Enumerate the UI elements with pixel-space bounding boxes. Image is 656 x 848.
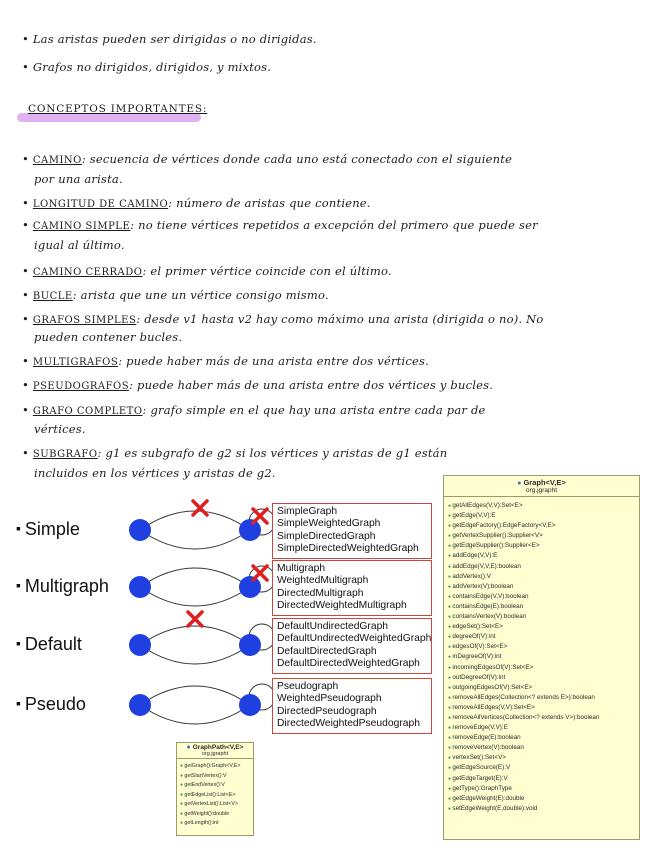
concept-term: CAMINO CERRADO <box>32 267 143 278</box>
uml-method: ● getEdgeFactory():EdgeFactory<V,E> <box>444 521 639 531</box>
vertex <box>239 519 261 541</box>
note-line-2: • Grafos no dirigidos, dirigidos, y mixtos. <box>22 60 271 75</box>
edge <box>140 645 250 664</box>
uml-method: ● addVertex(V):boolean <box>444 582 639 592</box>
vertex <box>239 576 261 598</box>
uml-method: ● removeEdge(V,V):E <box>444 723 639 733</box>
graph-type-label: ▪ Pseudo <box>16 694 86 715</box>
uml-method: ● getEndVertex():V <box>177 781 253 791</box>
class-list-box <box>272 560 432 616</box>
uml-method: ● removeEdge(E):boolean <box>444 733 639 743</box>
class-name: Multigraph <box>277 563 326 574</box>
note-line-1: • Las aristas pueden ser dirigidas o no dirigidas. <box>22 32 317 47</box>
concept-term: GRAFO COMPLETO <box>32 406 143 417</box>
class-name: DirectedWeightedPseudograph <box>277 718 420 730</box>
concept-term: GRAFOS SIMPLES <box>32 315 137 326</box>
uml-method: ● containsEdge(E):boolean <box>444 602 639 612</box>
concept-definition: : secuencia de vértices donde cada uno está conectado con el siguiente <box>81 152 513 166</box>
class-name: WeightedMultigraph <box>277 575 369 587</box>
uml-graph-title: ● Graph<V,E> <box>444 478 639 487</box>
uml-method: ● getVertexSupplier():Supplier<V> <box>444 531 639 541</box>
class-name: WeightedPseudograph <box>277 693 382 705</box>
uml-method: ● getEdgeTarget(E):V <box>444 774 639 784</box>
vertex <box>129 694 151 716</box>
class-name: DefaultUndirectedGraph <box>277 621 389 632</box>
cross-mark <box>188 612 202 626</box>
uml-method: ● addEdge(V,V,E):boolean <box>444 562 639 572</box>
uml-method: ● getEdgeWeight(E):double <box>444 794 639 804</box>
class-name: DirectedMultigraph <box>277 587 364 599</box>
graph-type-label: ▪ Simple <box>16 519 80 540</box>
uml-method: ● addEdge(V,V):E <box>444 551 639 561</box>
concept-continuation: incluidos en los vértices y aristas de g2. <box>34 466 276 480</box>
class-name: DirectedWeightedMultigraph <box>277 600 407 612</box>
class-list-box <box>272 678 432 734</box>
concept-item <box>22 218 538 234</box>
concept-item <box>22 354 429 370</box>
concept-definition: : no tiene vértices repetidos a excepción del primero que puede ser <box>130 218 538 232</box>
cross-mark <box>253 566 267 580</box>
concept-continuation: igual al último. <box>34 238 125 252</box>
concept-term: MULTIGRAFOS <box>32 357 119 368</box>
concept-term: PSEUDOGRAFOS <box>32 381 130 392</box>
concept-definition: : puede haber más de una arista entre dos vértices. <box>118 354 429 368</box>
concept-item <box>22 378 493 394</box>
uml-method: ● outDegreeOf(V):int <box>444 673 639 683</box>
concept-definition: : número de aristas que contiene. <box>168 196 371 210</box>
class-name: DefaultDirectedWeightedGraph <box>277 658 420 670</box>
edge <box>140 705 250 724</box>
uml-path-package: org.jgrapht <box>201 751 229 757</box>
class-name: DirectedPseudograph <box>277 705 377 717</box>
concept-term: CAMINO <box>32 155 82 166</box>
vertex <box>129 519 151 541</box>
uml-method: ● addVertex():V <box>444 572 639 582</box>
edge <box>140 568 250 587</box>
concept-item <box>22 152 512 168</box>
concept-item <box>22 403 486 419</box>
uml-method: ● degreeOf(V):int <box>444 632 639 642</box>
uml-method: ● getStartVertex():V <box>177 772 253 782</box>
concept-term: LONGITUD DE CAMINO <box>32 199 169 210</box>
uml-method: ● setEdgeWeight(E,double):void <box>444 804 639 814</box>
heading-conceptos: CONCEPTOS IMPORTANTES: <box>28 103 208 115</box>
vertex <box>129 634 151 656</box>
concept-definition: : g1 es subgrafo de g2 si los vértices y aristas de g1 están <box>97 446 448 460</box>
edge <box>140 686 250 705</box>
uml-method: ● removeVertex(V):boolean <box>444 743 639 753</box>
concept-item <box>22 446 447 462</box>
edge <box>140 626 250 645</box>
concept-continuation: pueden contener bucles. <box>34 330 183 344</box>
concept-item <box>22 196 371 212</box>
class-name: SimpleDirectedGraph <box>277 530 376 542</box>
uml-path-title: ● GraphPath<V,E> <box>177 744 253 751</box>
class-list-box <box>272 618 432 674</box>
vertex <box>239 634 261 656</box>
uml-method: ● getType():GraphType <box>444 784 639 794</box>
uml-graph-package: org.jgrapht <box>525 487 558 494</box>
edge <box>140 530 250 549</box>
concept-continuation: vértices. <box>34 422 86 436</box>
concept-definition: : grafo simple en el que hay una arista entre cada par de <box>142 403 486 417</box>
class-name: DefaultDirectedGraph <box>277 645 377 657</box>
concept-definition: : puede haber más de una arista entre dos vértices y bucles. <box>129 378 494 392</box>
cross-mark <box>193 501 207 515</box>
concept-definition: : arista que une un vértice consigo mismo. <box>72 288 329 302</box>
uml-method: ● removeAllEdges(V,V):Set<E> <box>444 703 639 713</box>
uml-method: ● containsEdge(V,V):boolean <box>444 592 639 602</box>
class-name: SimpleGraph <box>277 506 338 517</box>
concept-term: SUBGRAFO <box>32 449 98 460</box>
concept-item <box>22 288 329 304</box>
concept-item <box>22 264 392 280</box>
class-list-box <box>272 503 432 559</box>
uml-method: ● getGraph():Graph<V,E> <box>177 762 253 772</box>
uml-method: ● removeAllVertices(Collection<? extends V>):boolean <box>444 713 639 723</box>
uml-method: ● getAllEdges(V,V):Set<E> <box>444 501 639 511</box>
uml-graphpath-interface <box>176 742 254 836</box>
uml-method: ● getEdgeSource(E):V <box>444 763 639 773</box>
class-name: SimpleDirectedWeightedGraph <box>277 543 419 555</box>
uml-method: ● getEdge(V,V):E <box>444 511 639 521</box>
uml-graph-interface <box>443 475 640 840</box>
uml-method: ● getEdgeSupplier():Supplier<E> <box>444 541 639 551</box>
uml-method: ● edgeSet():Set<E> <box>444 622 639 632</box>
cross-mark <box>253 509 267 523</box>
graph-type-label: ▪ Default <box>16 634 82 655</box>
concept-term: CAMINO SIMPLE <box>32 221 131 232</box>
edge <box>140 587 250 606</box>
concept-term: BUCLE <box>32 291 73 302</box>
uml-method: ● getLength():int <box>177 819 253 829</box>
uml-method: ● getEdgeList():List<E> <box>177 791 253 801</box>
uml-method: ● outgoingEdgesOf(V):Set<E> <box>444 683 639 693</box>
uml-method: ● getWeight():double <box>177 810 253 820</box>
uml-method: ● edgesOf(V):Set<E> <box>444 642 639 652</box>
graph-type-label: ▪ Multigraph <box>16 576 109 597</box>
class-name: DefaultUndirectedWeightedGraph <box>277 633 432 645</box>
concept-definition: : el primer vértice coincide con el último. <box>142 264 392 278</box>
uml-method: ● removeAllEdges(Collection<? extends E>):boolean <box>444 693 639 703</box>
vertex <box>239 694 261 716</box>
vertex <box>129 576 151 598</box>
uml-method: ● getVertexList():List<V> <box>177 800 253 810</box>
class-name: SimpleWeightedGraph <box>277 518 381 530</box>
uml-method: ● incomingEdgesOf(V):Set<E> <box>444 663 639 673</box>
concept-definition: : desde v1 hasta v2 hay como máximo una arista (dirigida o no). No <box>136 312 544 326</box>
concept-item <box>22 312 544 328</box>
graph-types-diagram <box>0 485 440 755</box>
uml-method: ● vertexSet():Set<V> <box>444 753 639 763</box>
class-name: Pseudograph <box>277 681 339 692</box>
uml-method: ● inDegreeOf(V):int <box>444 652 639 662</box>
concept-continuation: por una arista. <box>34 172 123 186</box>
uml-method: ● containsVertex(V):boolean <box>444 612 639 622</box>
